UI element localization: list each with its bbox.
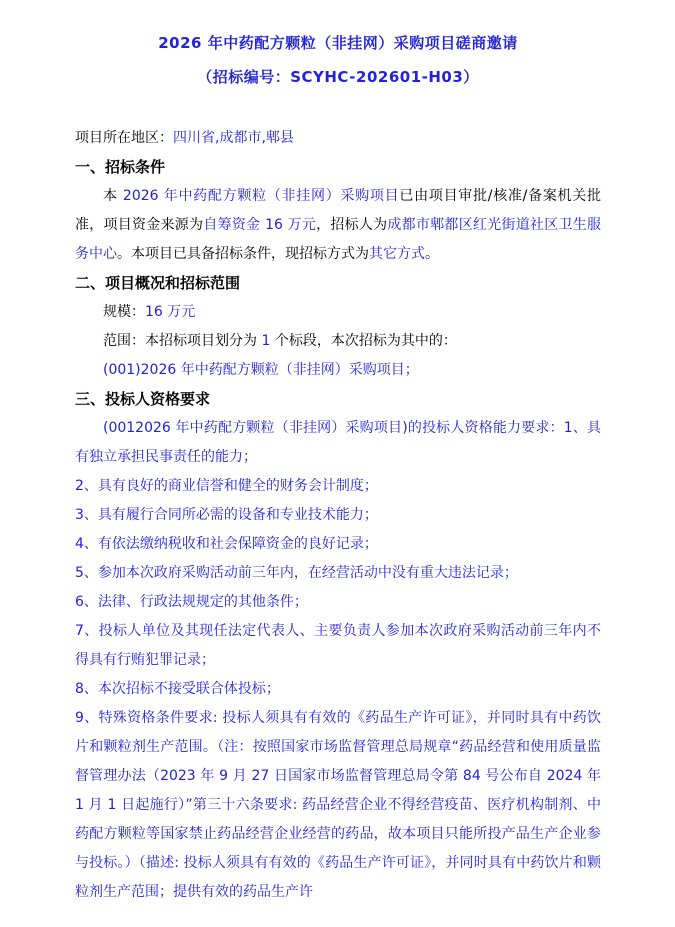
tender-conditions-paragraph: [75, 182, 601, 269]
qualification-requirement-5-segment: 5、参加本次政府采购活动前三年内，在经营活动中没有重大违法记录；: [75, 565, 518, 581]
qualification-requirement-2: [75, 472, 601, 501]
tender-conditions-paragraph-segment: 2026 年中药配方颗粒（非挂网）采购项目: [122, 188, 400, 204]
qualification-requirement-7: [75, 617, 601, 675]
title-gap: [75, 94, 601, 124]
qualification-requirement-1: [75, 414, 601, 472]
scope-line-segment: 1: [261, 333, 271, 349]
tender-conditions-paragraph-segment: 其它方式: [369, 246, 425, 262]
scale-line-segment: 规模：: [103, 304, 145, 320]
qualification-requirement-1-segment: (0012026 年中药配方颗粒（非挂网）采购项目)的投标人资格能力要求：1、具有独立承担民事责任的能力；: [75, 420, 601, 465]
section-2-heading: [75, 269, 601, 298]
tender-conditions-paragraph-segment: 自筹资金 16 万元: [203, 217, 317, 233]
qualification-requirement-3-segment: 3、具有履行合同所必需的设备和专业技术能力；: [75, 507, 378, 523]
qualification-requirement-6-segment: 6、法律、行政法规规定的其他条件；: [75, 594, 308, 610]
qualification-requirement-2-segment: 2、具有良好的商业信誉和健全的财务会计制度；: [75, 478, 378, 494]
tender-conditions-paragraph-segment: 。本项目已具备招标条件，现招标方式为: [117, 246, 369, 262]
tender-conditions-paragraph-segment: 已由项目审批/核准/备案机关批准，项目资金来源为: [75, 188, 602, 233]
scope-line-segment: 个标段，本次招标为其中的：: [270, 333, 457, 349]
qualification-requirement-9: [75, 704, 601, 907]
document-number: （招标编号：SCYHC-202601-H03）: [197, 68, 479, 86]
location-line-segment: 项目所在地区：: [75, 130, 173, 146]
qualification-requirement-7-segment: 7、投标人单位及其现任法定代表人、主要负责人参加本次政府采购活动前三年内不得具有行贿犯罪记录；: [75, 623, 601, 668]
lot-line: [75, 356, 601, 385]
scope-line-segment: 范围：本招标项目划分为: [103, 333, 262, 349]
location-line-segment: 四川省,成都市,郫县: [173, 130, 294, 146]
qualification-requirement-8: [75, 675, 601, 704]
lot-line-segment: (001)2026 年中药配方颗粒（非挂网）采购项目；: [103, 362, 419, 378]
tender-conditions-paragraph-segment: 。: [425, 246, 439, 262]
section-3-heading-segment: 三、投标人资格要求: [75, 390, 211, 408]
section-2-heading-segment: 二、项目概况和招标范围: [75, 274, 241, 292]
qualification-requirement-3: [75, 501, 601, 530]
section-1-heading: [75, 153, 601, 182]
qualification-requirement-9-segment: 9、特殊资格条件要求: 投标人须具有有效的《药品生产许可证》，并同时具有中药饮片和颗粒剂生产范围。（注：按照国家市场监督管理总局规章“药品经营和使用质量监督管理办法（2023 年 9 月 27 日国家市场监督管理总局令第 84 号公布自 2024 年 1 月 1 日起施行）”第三十六条要求: 药品经营企业不得经营疫苗、医疗机构制剂、中药配方颗粒等国家禁止药品经营企业经营的药品，故本项目只能所投产品生产企业参与投标。）（描述: 投标人须具有有效的《药品生产许可证》，并同时具有中药饮片和颗粒剂生产范围；提供有效的药品生产许: [75, 710, 601, 900]
scale-line: [75, 298, 601, 327]
scope-line: [75, 327, 601, 356]
document-body: [75, 124, 601, 907]
document-title: 2026 年中药配方颗粒（非挂网）采购项目磋商邀请: [158, 34, 518, 52]
qualification-requirement-6: [75, 588, 601, 617]
qualification-requirement-8-segment: 8、本次招标不接受联合体投标；: [75, 681, 280, 697]
qualification-requirement-5: [75, 559, 601, 588]
tender-conditions-paragraph-segment: 本: [103, 188, 123, 204]
scale-line-segment: 16 万元: [145, 304, 196, 320]
location-line: [75, 124, 601, 153]
section-3-heading: [75, 385, 601, 414]
section-1-heading-segment: 一、招标条件: [75, 158, 166, 176]
tender-conditions-paragraph-segment: 成都市郫都区红光街道社区卫生服务中心: [75, 217, 602, 262]
qualification-requirement-4: [75, 530, 601, 559]
tender-conditions-paragraph-segment: ，招标人为: [316, 217, 388, 233]
qualification-requirement-4-segment: 4、有依法缴纳税收和社会保障资金的良好记录；: [75, 536, 378, 552]
